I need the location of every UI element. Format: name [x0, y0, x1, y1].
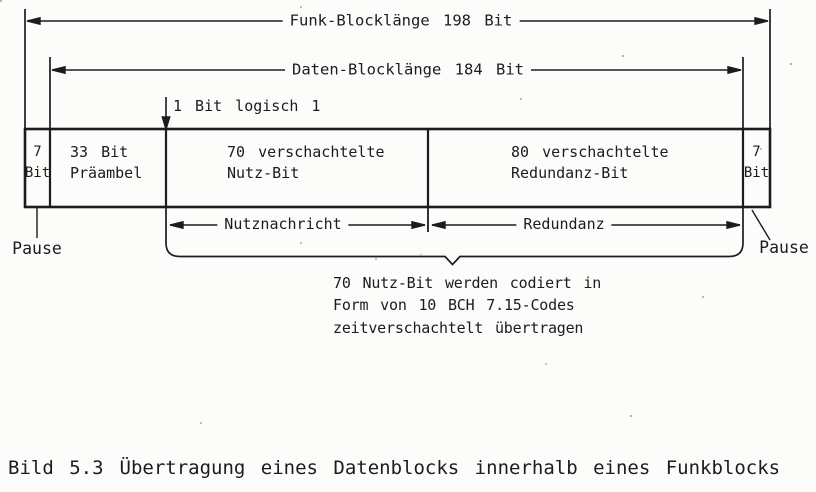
cell-redundanz-bit — [428, 129, 743, 207]
pause-right-label: Pause — [759, 238, 809, 258]
cell-pause-left — [25, 129, 50, 207]
cell-pause-right — [743, 129, 770, 207]
cell-text: 7 — [752, 144, 761, 160]
figure-caption-number: Bild 5.3 — [8, 457, 104, 479]
cell-text: Präambel — [70, 164, 143, 182]
pause-right-leader — [752, 210, 770, 240]
daten-blocklaenge-label: Daten-Blocklänge 184 Bit — [285, 61, 531, 80]
cell-text: Bit — [743, 165, 770, 181]
cell-praeambel — [50, 129, 166, 207]
cell-text: 80 verschachtelte — [511, 143, 669, 161]
coding-note-line: zeitverschachtelt übertragen — [333, 318, 584, 337]
funk-blocklaenge-label: Funk-Blocklänge 198 Bit — [283, 12, 520, 31]
coding-note — [333, 272, 601, 339]
nutznachricht-label: Nutznachricht — [217, 215, 348, 233]
coding-note-line: Form von 10 BCH 7.15-Codes — [333, 296, 575, 315]
cell-text: Bit — [24, 165, 51, 181]
figure-caption — [8, 457, 780, 479]
figure-caption-text: Übertragung eines Datenblocks innerhalb eines Funkblocks — [119, 457, 781, 479]
cell-text: Redundanz-Bit — [511, 164, 629, 182]
redundanz-label: Redundanz — [516, 215, 611, 233]
cell-text: 7 — [33, 144, 42, 160]
coding-note-line: 70 Nutz-Bit werden codiert in — [333, 274, 602, 292]
one-bit-label: 1 Bit logisch 1 — [173, 97, 321, 115]
photocopy-specks — [0, 0, 2, 2]
cell-nutz-bit — [166, 129, 428, 207]
cell-text: 70 verschachtelte — [227, 143, 385, 161]
one-bit-arrow — [162, 97, 169, 129]
pause-left-label: Pause — [12, 239, 62, 259]
cell-text: Nutz-Bit — [227, 164, 300, 182]
cell-text: 33 Bit — [70, 143, 129, 161]
